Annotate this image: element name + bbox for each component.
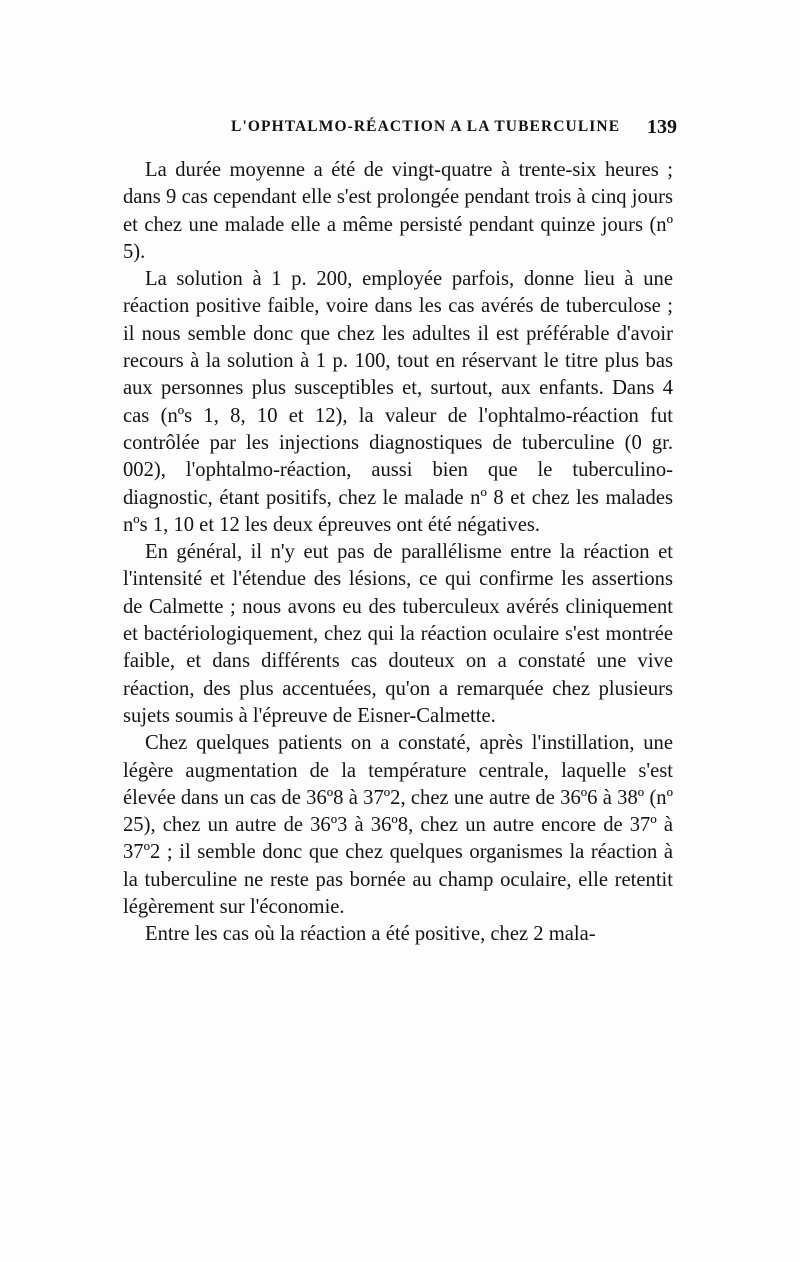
- page-number: 139: [647, 116, 677, 138]
- running-title: L'OPHTALMO-RÉACTION A LA TUBERCULINE: [231, 118, 621, 135]
- paragraph-positive-cases: Entre les cas où la réaction a été positive, chez 2 mala-: [145, 923, 596, 946]
- paragraph-general: En général, il n'y eut pas de parallélisme entre la réaction et l'intensité et l'étendue des lésions, ce qui confirme les assertions de Calmette ; nous avons eu des tuberculeux avérés cliniquement et bactériologiquement, chez qui la réaction oculaire s'est montrée faible, et dans différents cas douteux on a constaté une vive réaction, des plus accentuées, qu'on a remarquée chez plusieurs sujets soumis à l'épreuve de Eisner-Calmette.: [123, 541, 673, 727]
- text-body: [123, 157, 673, 949]
- paragraph-temperature: Chez quelques patients on a constaté, après l'instillation, une légère augmentation de la température centrale, laquelle s'est élevée dans un cas de 36º8 à 37º2, chez une autre de 36º6 à 38º (nº 25), chez un autre de 36º3 à 36º8, chez un autre encore de 37º à 37º2 ; il semble donc que chez quelques organismes la réaction à la tuberculine ne reste pas bornée au champ oculaire, elle retentit légèrement sur l'économie.: [123, 732, 673, 919]
- running-header: [123, 116, 683, 140]
- paragraph-duration: La durée moyenne a été de vingt-quatre à trente-six heures ; dans 9 cas cependant elle s'est prolongée pendant trois à cinq jours et chez une malade elle a même persisté pendant quinze jours (nº 5).: [123, 159, 673, 263]
- paragraph-solution: La solution à 1 p. 200, employée parfois, donne lieu à une réaction positive faible, voire dans les cas avérés de tuberculose ; il nous semble donc que chez les adultes il est préférable d'avoir recours à la solution à 1 p. 100, tout en réservant le titre plus bas aux personnes plus susceptibles et, surtout, aux enfants. Dans 4 cas (nºs 1, 8, 10 et 12), la valeur de l'ophtalmo-réaction fut contrôlée par les injections diagnostiques de tuberculine (0 gr. 002), l'ophtalmo-réaction, aussi bien que le tuberculino-diagnostic, étant positifs, chez le malade nº 8 et chez les malades nºs 1, 10 et 12 les deux épreuves ont été négatives.: [123, 268, 673, 536]
